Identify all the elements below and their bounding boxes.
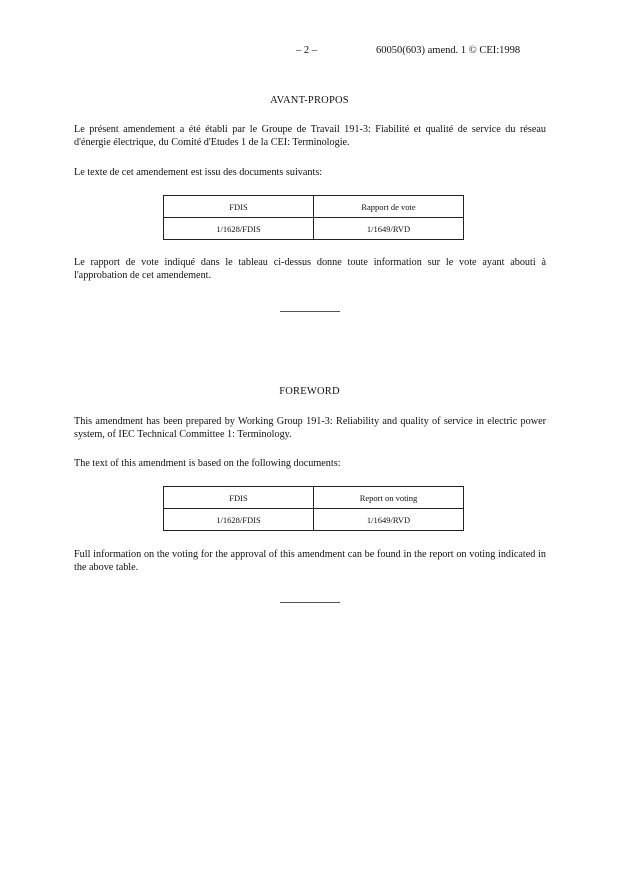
french-title: AVANT-PROPOS — [270, 95, 349, 106]
table-header-cell: FDIS — [164, 487, 314, 509]
table-header-row — [164, 487, 464, 509]
table-row — [164, 218, 464, 240]
french-paragraph-1: Le présent amendement a été établi par le Groupe de Travail 191-3: Fiabilité et qualité de service du réseau d'énergie électrique, du Comité d'Etudes 1 de la CEI: Terminologie. — [74, 124, 546, 148]
table-header-row — [164, 196, 464, 218]
french-documents-table — [163, 195, 464, 240]
table-cell: 1/1649/RVD — [314, 218, 464, 240]
french-paragraph-2: Le texte de cet amendement est issu des documents suivants: — [74, 167, 323, 178]
english-paragraph-2: The text of this amendment is based on the following documents: — [74, 458, 341, 469]
table-header-cell: Report on voting — [314, 487, 464, 509]
table-cell: 1/1628/FDIS — [164, 218, 314, 240]
french-paragraph-3: Le rapport de vote indiqué dans le tableau ci-dessus donne toute information sur le vote ayant abouti à l'approbation de cet amendement. — [74, 257, 546, 281]
english-documents-table — [163, 486, 464, 531]
table-header-cell: Rapport de vote — [314, 196, 464, 218]
english-title: FOREWORD — [279, 386, 340, 397]
table-row — [164, 509, 464, 531]
table-header-cell: FDIS — [164, 196, 314, 218]
table-cell: 1/1649/RVD — [314, 509, 464, 531]
page-number: – 2 – — [296, 45, 317, 56]
table-cell: 1/1628/FDIS — [164, 509, 314, 531]
document-reference: 60050(603) amend. 1 © CEI:1998 — [376, 45, 521, 56]
section-divider — [280, 602, 340, 603]
english-paragraph-3: Full information on the voting for the approval of this amendment can be found in the report on voting indicated in the above table. — [74, 549, 546, 573]
section-divider — [280, 311, 340, 312]
english-paragraph-1: This amendment has been prepared by Working Group 191-3: Reliability and quality of service in electric power system, of IEC Technical Committee 1: Terminology. — [74, 416, 546, 440]
